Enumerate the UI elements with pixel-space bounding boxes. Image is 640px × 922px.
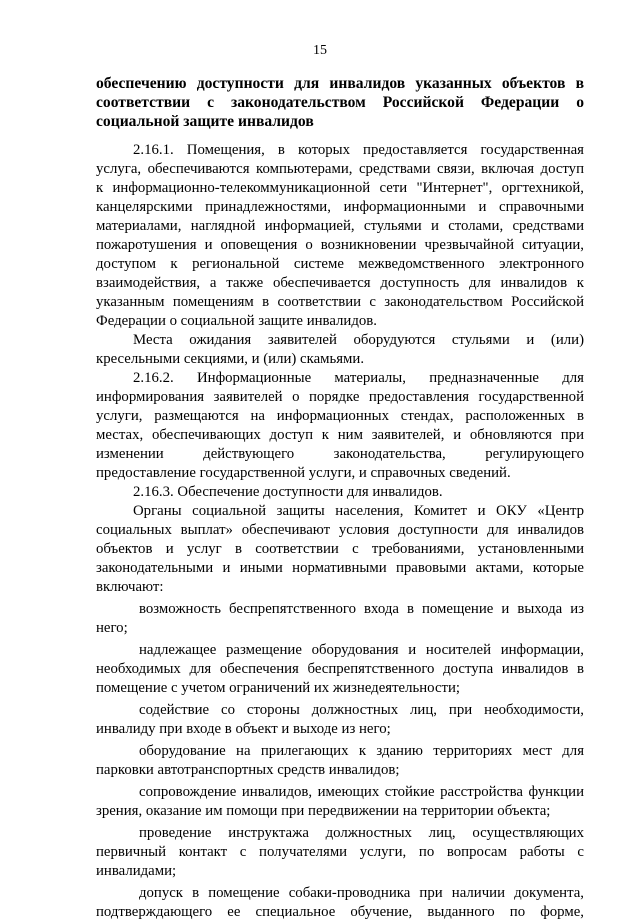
list-item-line: необходимых для обеспечения беспрепятственного доступа инвалидов в — [96, 661, 584, 677]
paragraph-line: изменении действующего законодательства, регулирующего — [96, 446, 584, 462]
paragraph-line: пожаротушения и оповещения о возникновении чрезвычайной ситуации, — [96, 237, 584, 253]
paragraph-line: услуга, обеспечиваются компьютерами, средствами связи, включая доступ — [96, 161, 584, 177]
list-item-line: сопровождение инвалидов, имеющих стойкие расстройства функции — [139, 784, 584, 800]
page-number: 15 — [313, 43, 327, 58]
section-heading — [96, 74, 584, 131]
heading-line: соответствии с законодательством Российской Федерации о — [96, 94, 584, 111]
heading-line: обеспечению доступности для инвалидов указанных объектов в — [96, 75, 584, 92]
paragraph-line: Федерации о социальной защите инвалидов. — [96, 313, 377, 329]
list-item-line: помещение с учетом ограничений их жизнедеятельности; — [96, 680, 461, 696]
list-item-line: проведение инструктажа должностных лиц, осуществляющих — [139, 825, 584, 841]
paragraph-line: предоставление государственной услуги, и справочных сведений. — [96, 465, 511, 481]
paragraph-line: включают: — [96, 579, 164, 595]
list-item-line: оборудование на прилегающих к зданию территориях мест для — [139, 743, 584, 759]
paragraph-line: кресельными секциями, и (или) скамьями. — [96, 351, 365, 367]
paragraph-line: Органы социальной защиты населения, Комитет и ОКУ «Центр — [133, 503, 584, 519]
list-item-line: инвалидами; — [96, 863, 177, 879]
paragraph-line: указанным помещениям в соответствии с законодательством Российской — [96, 294, 584, 310]
paragraph-line: доступом к региональной системе межведомственного электронного — [96, 256, 584, 272]
paragraph-line: законодательными и иными нормативными правовыми актами, которые — [96, 560, 584, 576]
paragraph-line: канцелярскими принадлежностями, информационными и справочными — [96, 199, 584, 215]
body-text — [96, 141, 584, 922]
paragraph-line: социальных выплат» обеспечивают условия доступности для инвалидов — [96, 522, 584, 538]
list-item-line: парковки автотранспортных средств инвалидов; — [96, 762, 400, 778]
paragraph-line: объектов и услуг в соответствии с требованиями, установленными — [96, 541, 584, 557]
paragraph-line: информирования заявителей о порядке предоставления государственной — [96, 389, 584, 405]
paragraph-line: к информационно-телекоммуникационной сети "Интернет", оргтехникой, — [96, 180, 584, 196]
list-item-line: первичный контакт с получателями услуги, по вопросам работы с — [96, 844, 584, 860]
paragraph-line: 2.16.2. Информационные материалы, предназначенные для — [133, 370, 584, 386]
paragraph-line: материалами, наглядной информацией, стульями и столами, средствами — [96, 218, 584, 234]
list-item-line: содействие со стороны должностных лиц, при необходимости, — [139, 702, 584, 718]
paragraph-line: местах, обеспечивающих доступ к ним заявителей, и обновляются при — [96, 427, 584, 443]
paragraph-line: Места ожидания заявителей оборудуются стульями и (или) — [133, 332, 584, 348]
heading-line: социальной защите инвалидов — [96, 113, 314, 130]
list-item-line: надлежащее размещение оборудования и носителей информации, — [139, 642, 584, 658]
list-item-line: подтверждающего ее специальное обучение, выданного по форме, — [96, 904, 584, 920]
list-item-line: допуск в помещение собаки-проводника при наличии документа, — [139, 885, 584, 901]
list-item-line: инвалиду при входе в объект и выходе из него; — [96, 721, 391, 737]
list-item-line: него; — [96, 620, 128, 636]
paragraph-line: взаимодействия, а также обеспечивается доступность для инвалидов к — [96, 275, 584, 291]
paragraph-line: 2.16.3. Обеспечение доступности для инвалидов. — [133, 484, 443, 500]
paragraph-line: 2.16.1. Помещения, в которых предоставляется государственная — [133, 142, 584, 158]
paragraph-line: услуги, размещаются на информационных стендах, расположенных в — [96, 408, 584, 424]
list-item-line: возможность беспрепятственного входа в помещение и выхода из — [139, 601, 584, 617]
list-item-line: зрения, оказание им помощи при передвижении на территории объекта; — [96, 803, 551, 819]
